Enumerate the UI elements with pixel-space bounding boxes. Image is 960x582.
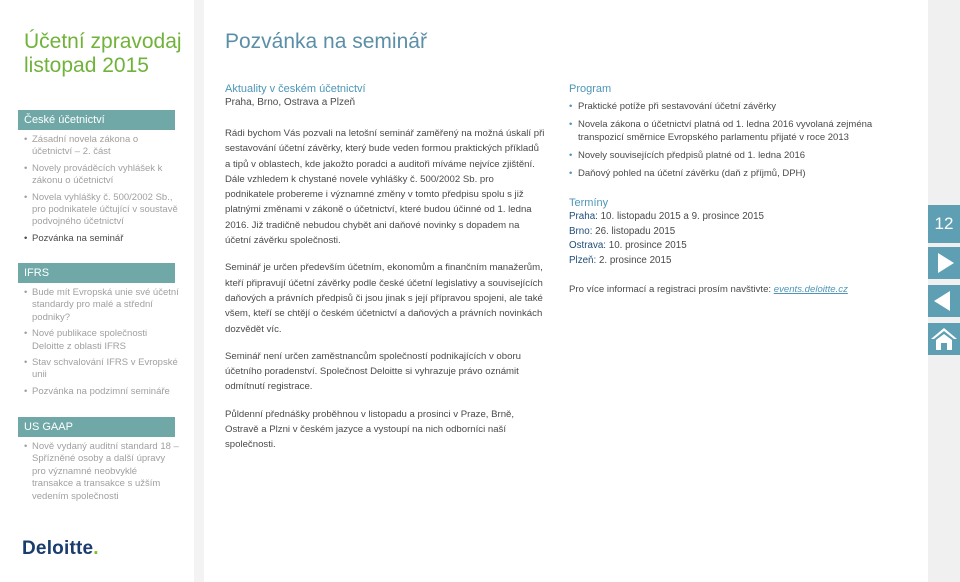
deloitte-logo-text: Deloitte <box>22 538 94 559</box>
toc-link[interactable]: • Bude mít Evropská unie své účetní standardy pro malé a střední podniky? <box>24 287 179 324</box>
term-city: Praha: <box>569 211 598 222</box>
article-locations: Praha, Brno, Ostrava a Plzeň <box>225 97 356 108</box>
article-paragraph: Rádi bychom Vás pozvali na letošní seminář zaměřený na možná úskalí při sestavování účetní závěrky, který bude veden formou praktických příkladů a tipů v oblastech, kde jakožto poradci a auditoři míváme nejvíce zjištění. Dále vzhledem k chystané novele vyhlášky č. 500/2002 Sb. pro podnikatele probereme i významné změny v tomto předpisu spolu s již platnými změnami v zákoně o účetnictví, které budou účinné od 1. ledna 2016. Již tradičně nebudou chybět ani daňové novinky s dopadem na účetní závěrku společnosti. <box>225 128 545 247</box>
section-list-ifrs <box>24 287 179 402</box>
column-divider <box>194 0 204 582</box>
section-list-czech <box>24 134 179 249</box>
deloitte-logo-dot: . <box>93 538 99 559</box>
term-dates: 10. prosince 2015 <box>606 240 687 251</box>
program-item: • Novela zákona o účetnictví platná od 1. ledna 2016 vyvolaná zejména transpozicí směrnice Evropského parlamentu přijaté v roce 2013 <box>569 118 889 144</box>
section-heading-czech[interactable]: České účetnictví <box>18 110 175 130</box>
term-dates: 10. listopadu 2015 a 9. prosince 2015 <box>597 211 765 222</box>
toc-link[interactable]: • Zásadní novela zákona o účetnictví – 2. část <box>24 134 179 159</box>
page-number: 12 <box>928 205 960 243</box>
newsletter-title-line2: listopad 2015 <box>24 54 149 77</box>
toc-link[interactable]: • Nové publikace společnosti Deloitte z oblasti IFRS <box>24 328 179 353</box>
home-button[interactable] <box>928 323 960 355</box>
term-city: Brno: <box>569 225 593 237</box>
next-page-button[interactable] <box>928 247 960 279</box>
section-list-usgaap <box>24 441 179 507</box>
registration-text: Pro více informací a registraci prosím navštivte: <box>569 284 774 295</box>
registration-link[interactable]: events.deloitte.cz <box>773 284 848 295</box>
play-right-icon <box>928 247 960 279</box>
term-city: Ostrava: <box>569 240 607 251</box>
article-paragraph: Půldenní přednášky proběhnou v listopadu a prosinci v Praze, Brně, Ostravě a Plzni v českém jazyce a vystoupí na nich odborníci naší společnosti. <box>225 408 515 451</box>
program-item: • Praktické potíže při sestavování účetní závěrky <box>569 100 889 113</box>
sidebar <box>0 0 194 582</box>
term-dates: 2. prosince 2015 <box>596 254 672 266</box>
program-heading: Program <box>569 83 612 95</box>
term-row <box>569 225 889 240</box>
program-item: • Novely souvisejících předpisů platné od 1. ledna 2016 <box>569 149 889 162</box>
newsletter-title-line1: Účetní zpravodaj <box>24 30 182 53</box>
program-item: • Daňový pohled na účetní závěrku (daň z příjmů, DPH) <box>569 167 889 180</box>
article-body <box>225 82 545 465</box>
program-list <box>569 100 889 180</box>
toc-link[interactable]: • Nově vydaný auditní standard 18 – Spřízněné osoby a další úpravy pro významné neobvyklé transakce a transakce s užším vedením společnosti <box>24 441 179 503</box>
deloitte-logo <box>22 538 99 560</box>
newsletter-title <box>24 30 182 78</box>
term-city: Plzeň: <box>569 254 597 266</box>
toc-link[interactable]: • Novela vyhlášky č. 500/2002 Sb., pro podnikatele účtující v soustavě podvojného účetnictví <box>24 192 179 229</box>
home-icon <box>928 323 960 355</box>
term-dates: 26. listopadu 2015 <box>592 225 676 237</box>
toc-link-current[interactable]: • Pozvánka na seminář <box>24 233 179 245</box>
toc-link[interactable]: • Pozvánka na podzimní semináře <box>24 386 179 398</box>
term-row <box>569 239 889 254</box>
term-row <box>569 210 889 225</box>
article-paragraph: Seminář je určen především účetním, ekonomům a finančním manažerům, kteří připravují účetní závěrky podle české účetní legislativy a souvisejících daňových a právních předpisů či jsou jinak s její přípravou spojeni, ale také všem, kteří se chtějí o českém účetnictví a daňových a právních novinkách dozvědět víc. <box>225 262 543 335</box>
toc-link[interactable]: • Novely prováděcích vyhlášek k zákonu o účetnictví <box>24 163 179 188</box>
terms-heading: Termíny <box>569 197 609 209</box>
article-subheading: Aktuality v českém účetnictví <box>225 83 366 95</box>
toc-link[interactable]: • Stav schvalování IFRS v Evropské unii <box>24 357 179 382</box>
term-row <box>569 254 889 269</box>
article-paragraph: Seminář není určen zaměstnancům společností podnikajících v oboru účetního poradenství. Společnost Deloitte si vyhrazuje právo oznámit odmítnutí registrace. <box>225 350 521 393</box>
previous-page-button[interactable] <box>928 285 960 317</box>
program-panel <box>569 82 889 295</box>
section-heading-usgaap[interactable]: US GAAP <box>18 417 175 437</box>
page-title: Pozvánka na seminář <box>225 30 427 53</box>
play-left-icon <box>928 285 960 317</box>
section-heading-ifrs[interactable]: IFRS <box>18 263 175 283</box>
registration-info <box>569 284 889 295</box>
